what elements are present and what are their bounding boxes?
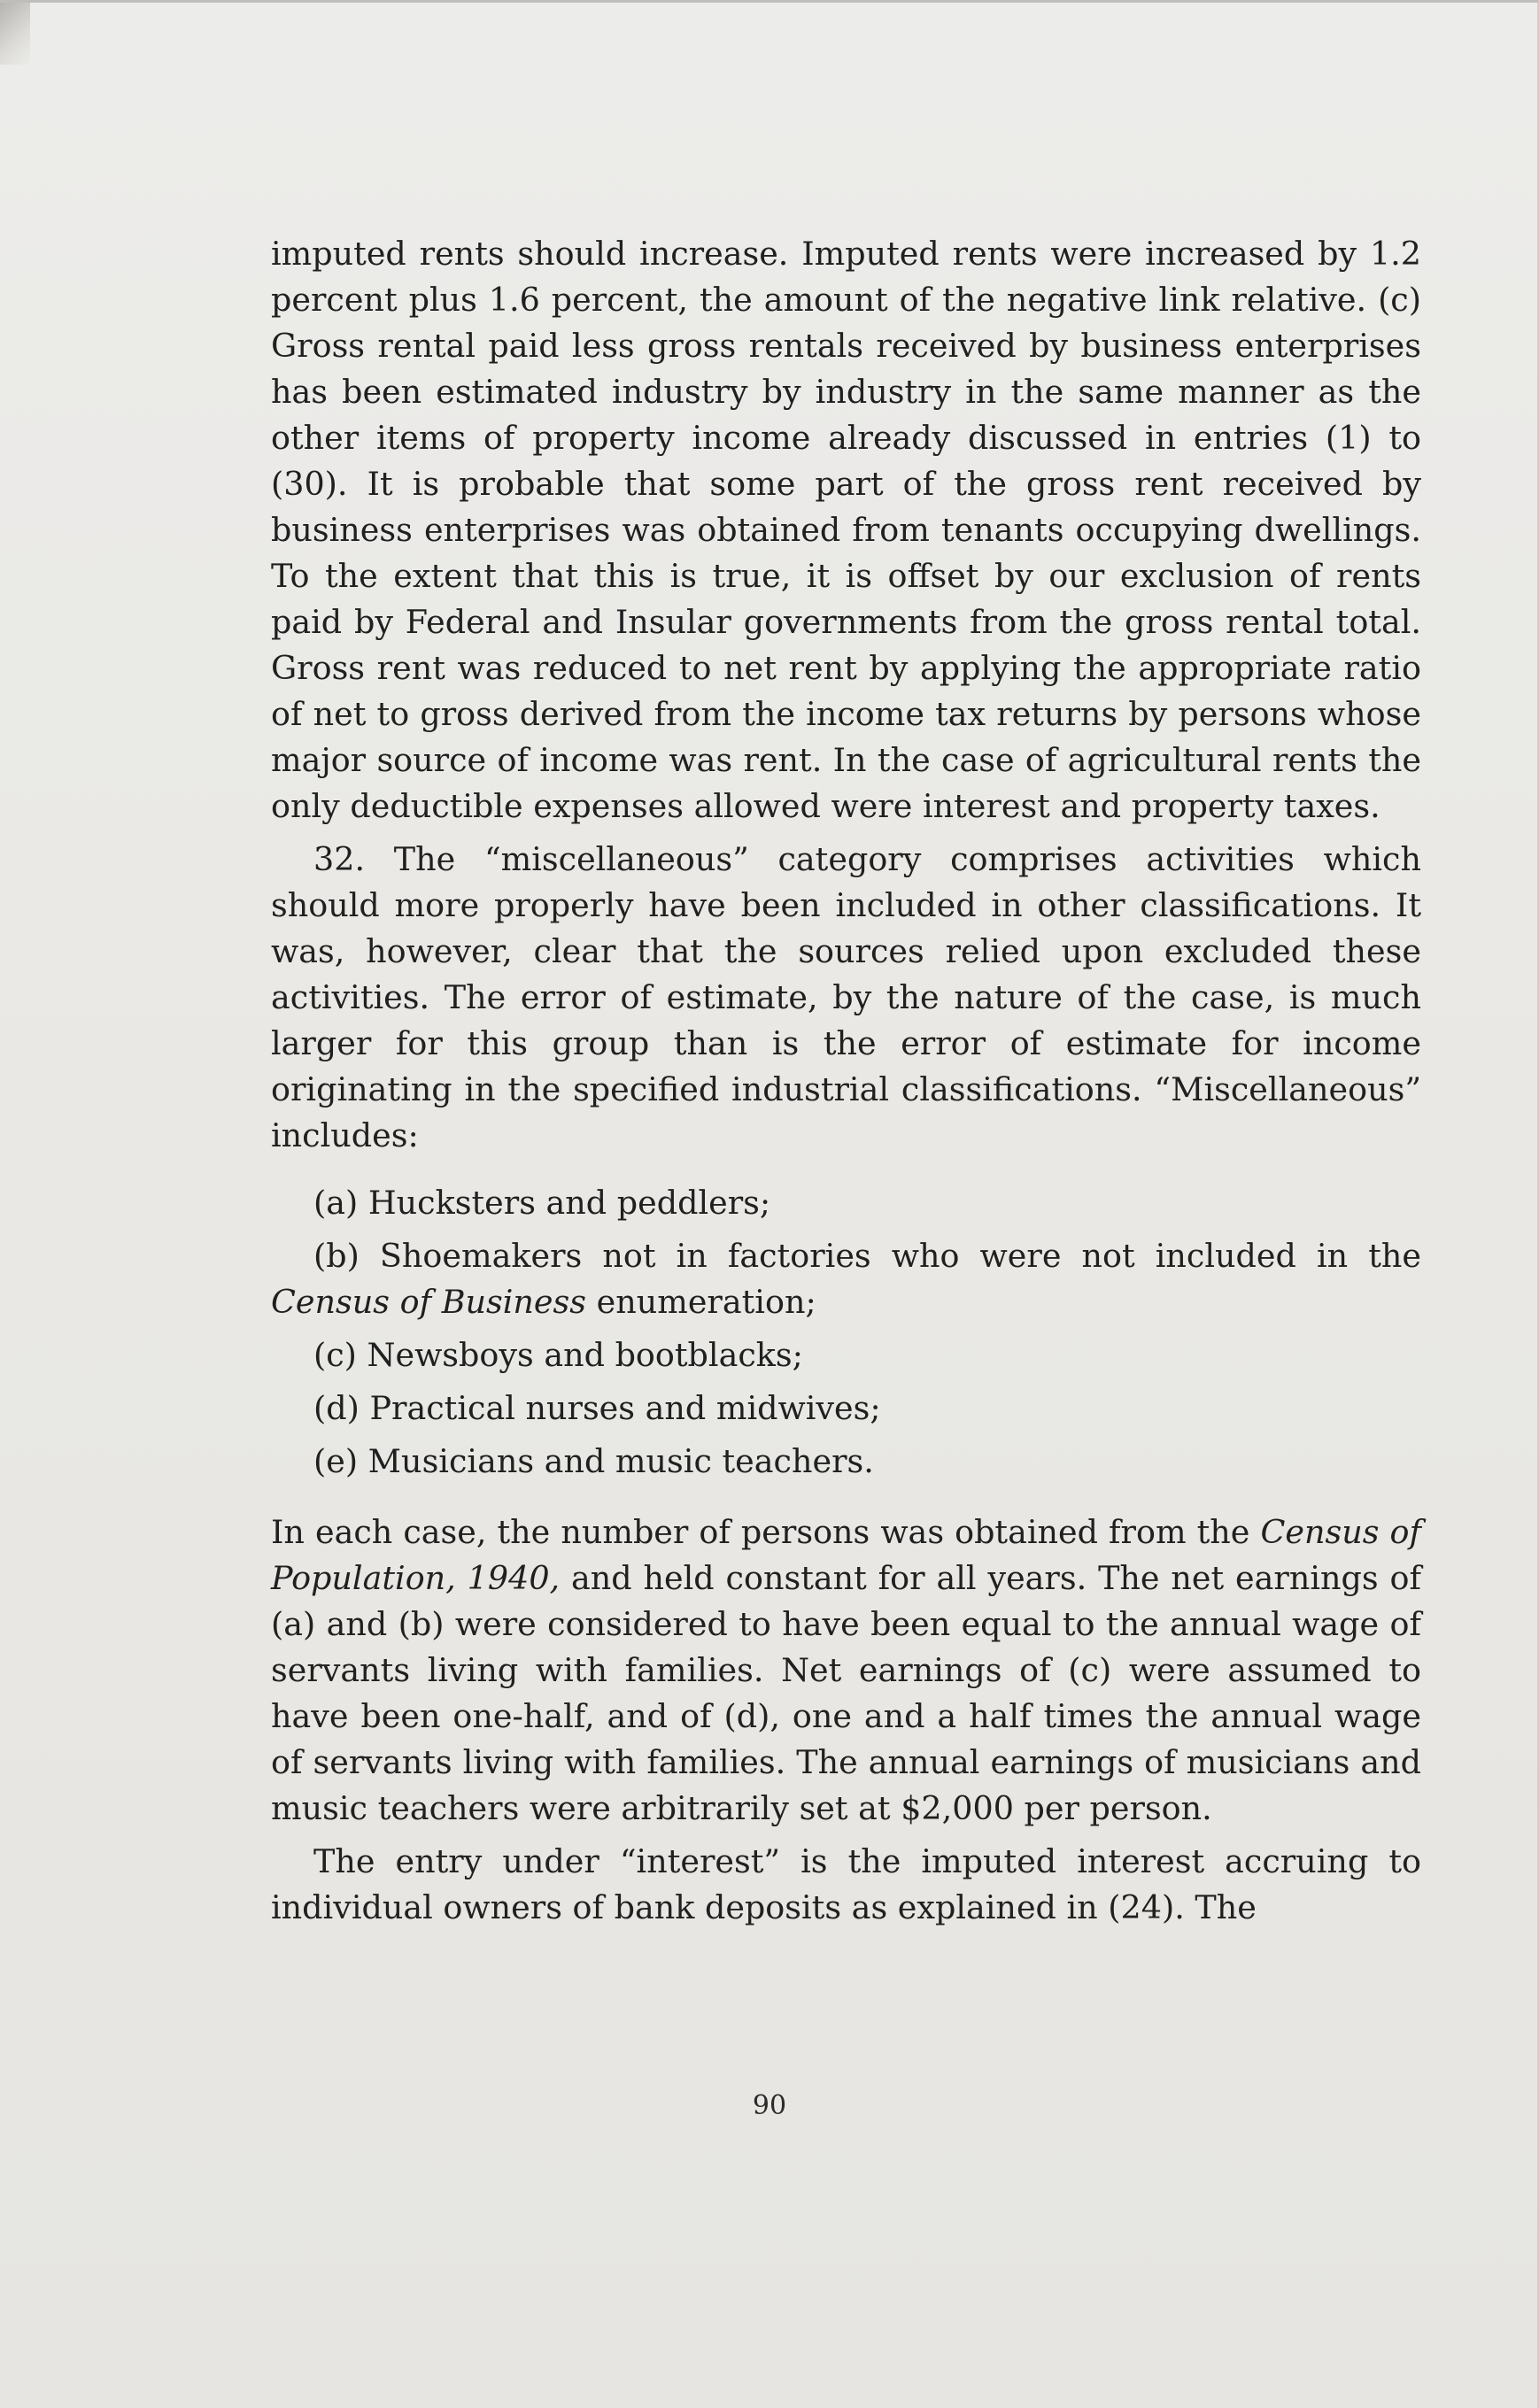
list-item-d: (d) Practical nurses and midwives; bbox=[313, 1389, 881, 1427]
miscellaneous-list bbox=[271, 1180, 1421, 1485]
paragraph-persons bbox=[271, 1509, 1421, 1832]
list-item-b bbox=[271, 1233, 1421, 1325]
list-item-c: (c) Newsboys and bootblacks; bbox=[313, 1336, 803, 1374]
page-corner-shadow bbox=[0, 3, 30, 65]
paragraph-miscellaneous: 32. The “miscellaneous” category comprises activities which should more properly have been included in other classifications. It was, however, clear that the sources relied upon excluded these activities. The error of estimate, by the nature of the case, is much larger for this group than is the error of estimate for income originating in the specified industrial classifications. “Miscellaneous” includes: bbox=[271, 840, 1421, 1154]
paragraph-persons-italic: Census of Population, 1940, bbox=[271, 1513, 1421, 1597]
list-item-b-end: enumeration; bbox=[586, 1283, 816, 1321]
list-item-b-italic: Census of Business bbox=[271, 1283, 586, 1321]
page-number: 90 bbox=[752, 2090, 787, 2121]
paragraph-persons-start: In each case, the number of persons was obtained from the bbox=[271, 1513, 1261, 1551]
list-item-e: (e) Musicians and music teachers. bbox=[313, 1442, 874, 1480]
paragraph-rents-continued: imputed rents should increase. Imputed rents were increased by 1.2 percent plus 1.6 percent, the amount of the negative link relative. (c) Gross rental paid less gross rentals received by business enterprises has been estimated industry by industry in the same manner as the other items of property income already discussed in entries (1) to (30). It is probable that some part of the gross rent received by business enterprises was obtained from tenants occupying dwellings. To the extent that this is true, it is offset by our exclusion of rents paid by Federal and Insular governments from the gross rental total. Gross rent was reduced to net rent by applying the appropriate ratio of net to gross derived from the income tax returns by persons whose major source of income was rent. In the case of agricultural rents the only deductible expenses allowed were interest and property taxes. bbox=[271, 235, 1421, 825]
body-text bbox=[271, 231, 1421, 1931]
list-item-b-text: (b) Shoemakers not in factories who were not included in the bbox=[313, 1237, 1421, 1275]
paragraph-persons-end: and held constant for all years. The net earnings of (a) and (b) were considered to have been equal to the annual wage of servants living with families. Net earnings of (c) were assumed to have been one-half, and of (d), one and a half times the annual wage of servants living with families. The annual earnings of musicians and music teachers were arbitrarily set at $2,000 per person. bbox=[271, 1559, 1421, 1827]
paragraph-interest: The entry under “interest” is the imputed interest accruing to individual owners of bank deposits as explained in (24). The bbox=[271, 1842, 1421, 1926]
list-item-a: (a) Hucksters and peddlers; bbox=[313, 1184, 771, 1222]
